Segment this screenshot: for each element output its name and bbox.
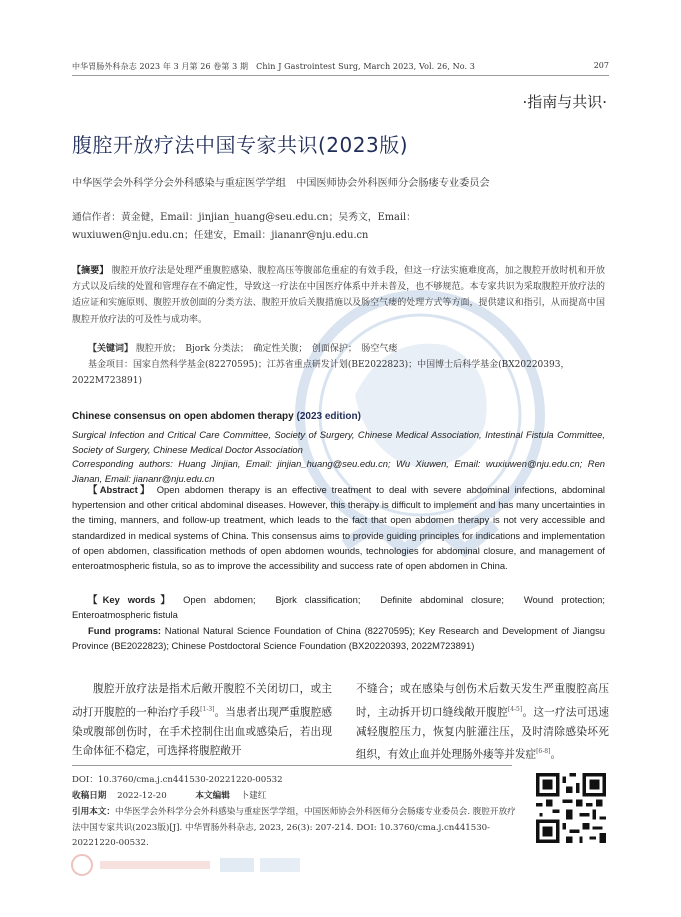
keywords-cn [88,341,397,354]
ref-6-8: [6-8] [536,748,551,756]
keywords-en [72,592,615,622]
editor-label: 本文编辑 [195,791,230,801]
citation [72,805,522,852]
body-col1-text-b: 。当患者出现严重腹腔感染或腹部创伤时，在手术控制住出血或感染后，若出现生命体征不稳定，可选择将腹腔敞开 [72,706,333,758]
affiliations-en-text: Surgical Infection and Critical Care Committee, Society of Surgery, Chinese Medical Association, Intestinal Fistula Committee, Society of Surgery, Chinese Medical Doctor Association [72,429,605,455]
body-col1-text: 腹腔开放疗法是指术后敞开腹腔不关闭切口，或主动打开腹腔的一种治疗手段 [72,683,332,719]
abstract-cn-text: 腹腔开放疗法是处理严重腹腔感染、腹腔高压等腹部危重症的有效手段，但这一疗法实施难度高，加之腹腔开放时机和开放方式以及后续的处置和管理存在不确定性，导致这一疗法在中国医疗体系中并未普及，也不够规范。本专家共识为采取腹腔开放疗法的适应证和实施原则、腹腔开放创面的分类方法、腹腔开放后关腹措施以及肠空气瘘的处理方式等方面，提供建议和指引，从而提高中国腹腔开放疗法的可及性与成功率。 [72,266,605,325]
cite-text: 中华医学会外科学分会外科感染与重症医学学组，中国医师协会外科医师分会肠瘘专业委员会. 腹腔开放疗法中国专家共识(2023版)[J]. 中华胃肠外科杂志, 2023, 26(3): 207-214. DOI: 10.3760/cma.j.cn441530-20221220-00532. [72,807,516,848]
abstract-en [72,482,605,573]
article-title: 腹腔开放疗法中国专家共识(2023版) [72,133,409,157]
body-col2-text-b: 。这一疗法可迅速减轻腹腔压力，恢复内脏灌注压，及时清除感染坏死组织，有效止血并处理肠外瘘等并发症 [356,706,610,761]
ref-1-3: [1-3] [200,705,215,713]
title-en [72,411,361,422]
authors-cn: 中华医学会外科学分会外科感染与重症医学学组 中国医师协会外科医师分会肠瘘专业委员会 [72,178,490,189]
keywords-en-text: Open abdomen; Bjork classification; Definite abdominal closure; Wound protection; Enteroatmospheric fistula [72,594,615,621]
received-label: 收稿日期 [72,791,107,801]
section-tag: ·指南与共识· [522,93,607,111]
qr-code-icon [536,773,606,843]
ref-4-5: [4-5] [507,705,523,713]
corresponding-en: Corresponding authors: Huang Jinjian, Email: jinjian_huang@seu.edu.cn; Wu Xiuwen, Email: wuxiuwen@nju.edu.cn; Ren Jianan, Email: jiananr@nju.edu.cn [72,458,605,484]
keywords-cn-label: 【关键词】 [88,344,134,354]
body-col2-text: 不缝合；或在感染与创伤术后数天发生严重腹腔高压时，主动拆开切口缝线敞开腹腔 [356,683,609,719]
keywords-cn-text: 腹腔开放； Bjork 分类法； 确定性关腹； 创面保护； 肠空气瘘 [135,344,398,354]
abstract-cn-label: 【摘要】 [72,266,109,276]
doi: DOI：10.3760/cma.j.cn441530-20221220-00532 [72,775,283,785]
fund-en-label: Fund programs: [88,625,162,636]
keywords-en-label: 【Key words】 [88,594,176,605]
corresponding-cn: 通信作者：黄金健，Email：jinjian_huang@seu.edu.cn；吴秀文，Email：wuxiuwen@nju.edu.cn；任建安，Email：jiananr@nju.edu.cn [72,212,416,241]
fund-cn: 基金项目：国家自然科学基金(82270595)；江苏省重点研发计划(BE2022823)；中国博士后科学基金(BX20220393，2022M723891) [72,360,570,387]
title-en-main: Chinese consensus on open abdomen therapy [72,411,297,422]
abstract-en-label: 【Abstract】 [88,484,152,495]
abstract-cn [72,263,605,328]
affiliations-en [72,428,605,486]
footer-rule [72,765,512,766]
title-en-year: (2023 edition) [296,411,361,422]
running-head: 中华胃肠外科杂志 2023 年 3 月第 26 卷第 3 期 Chin J Gastrointest Surg, March 2023, Vol. 26, No. 3 [72,62,475,71]
fund-en [72,623,605,653]
cite-label: 引用本文： [72,807,115,817]
publisher-logo-icon [70,852,310,878]
header-rule [72,75,609,76]
body-col2-text-c: 。 [550,748,562,761]
page-number: 207 [593,61,609,70]
fund-en-text: National Natural Science Foundation of China (82270595); Key Research and Development of Jiangsu Province (BE2022823); Chinese Postdoctoral Science Foundation (BX20220393, 2022M723891) [72,625,605,652]
body-column-right [356,680,609,765]
body-column-left [72,680,332,762]
editor-name: 卜建红 [240,791,267,801]
received-line [72,789,266,801]
received-date: 2022-12-20 [117,791,167,801]
abstract-en-text: Open abdomen therapy is an effective treatment to deal with severe abdominal infections, abdominal hypertension and other critical abdominal diseases. However, this therapy is difficult to implement and has many uncertainties in the timing, manners, and follow-up treatment, which leads to the fact that open abdomen therapy is not very accessible and standardized in medical systems of China. This consensus aims to provide guiding principles for indications and implementation of open abdomen, classification methods of open abdomen wounds, technologies for abdominal closure, and management of enteroatmospheric fistula, so as to improve the accessibility and success rate of open abdomen in China. [72,484,605,572]
